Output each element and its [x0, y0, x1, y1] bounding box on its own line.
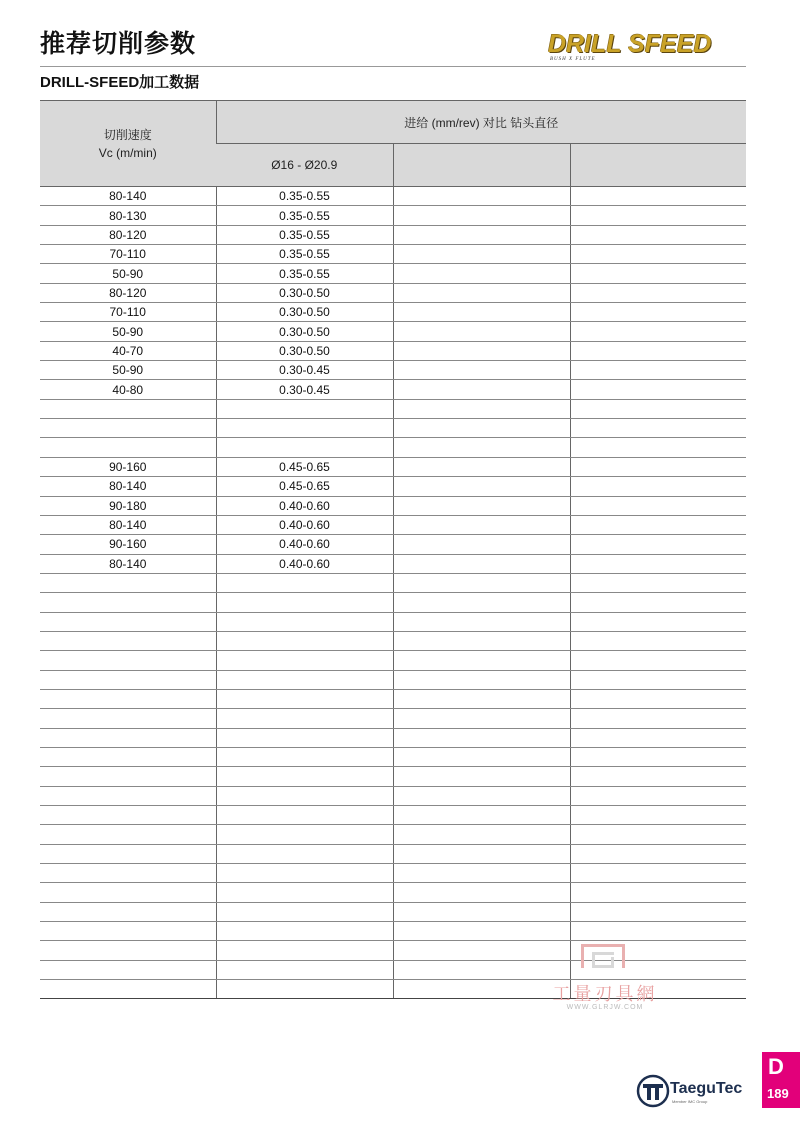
table-row: [40, 187, 746, 206]
table-cell: [570, 922, 746, 941]
table-cell: 0.40-0.60: [216, 535, 393, 554]
table-cell: [570, 825, 746, 844]
drill-sfeed-logo-text: DRILL SFEED: [548, 30, 712, 58]
table-cell: [216, 689, 393, 708]
table-cell: [393, 728, 570, 747]
table-cell: [570, 477, 746, 496]
table-cell: 0.35-0.55: [216, 187, 393, 206]
table-cell: [570, 341, 746, 360]
table-cell: [570, 225, 746, 244]
table-row: [40, 283, 746, 302]
drill-sfeed-logo-tagline: BUSH X FLUTE: [550, 57, 596, 62]
table-cell: [570, 670, 746, 689]
table-cell: [570, 806, 746, 825]
table-cell: 80-140: [40, 477, 216, 496]
taegutec-logo: [636, 1074, 756, 1108]
table-cell: [40, 670, 216, 689]
table-cell: 40-70: [40, 341, 216, 360]
table-cell: [570, 864, 746, 883]
table-cell: 0.30-0.50: [216, 322, 393, 341]
table-cell: [570, 399, 746, 418]
section-subtitle: DRILL-SFEED加工数据: [40, 74, 200, 91]
table-cell: 0.35-0.55: [216, 206, 393, 225]
table-row: [40, 361, 746, 380]
table-cell: [40, 883, 216, 902]
table-cell: [393, 902, 570, 921]
table-cell: [216, 573, 393, 592]
table-cell: [40, 573, 216, 592]
table-cell: [570, 747, 746, 766]
table-row: [40, 670, 746, 689]
table-cell: [393, 361, 570, 380]
table-cell: [570, 264, 746, 283]
table-cell: [40, 631, 216, 650]
table-cell: [570, 206, 746, 225]
table-cell: [393, 341, 570, 360]
table-cell: [570, 438, 746, 457]
table-cell: [570, 515, 746, 534]
table-cell: [393, 651, 570, 670]
table-row: [40, 477, 746, 496]
cutting-speed-header-unit: Vc (m/min): [98, 145, 157, 160]
table-cell: [216, 670, 393, 689]
table-cell: [393, 747, 570, 766]
table-row: [40, 864, 746, 883]
table-row: [40, 322, 746, 341]
table-cell: [393, 225, 570, 244]
table-cell: [393, 786, 570, 805]
table-cell: [393, 264, 570, 283]
table-cell: [40, 593, 216, 612]
table-row: [40, 225, 746, 244]
company-name: TaeguTec: [670, 1080, 743, 1097]
table-cell: [40, 864, 216, 883]
table-cell: 0.45-0.65: [216, 477, 393, 496]
table-cell: [570, 631, 746, 650]
table-cell: 0.35-0.55: [216, 264, 393, 283]
table-cell: [570, 245, 746, 264]
table-cell: 80-140: [40, 515, 216, 534]
table-cell: [216, 980, 393, 999]
cutting-parameters-table: [40, 100, 746, 999]
table-cell: [393, 806, 570, 825]
table-cell: [570, 573, 746, 592]
table-row: [40, 922, 746, 941]
table-cell: [40, 980, 216, 999]
table-cell: [40, 960, 216, 979]
table-row: [40, 341, 746, 360]
table-cell: [393, 689, 570, 708]
table-cell: [40, 709, 216, 728]
table-cell: 50-90: [40, 264, 216, 283]
table-cell: [216, 825, 393, 844]
table-cell: [393, 767, 570, 786]
table-cell: [570, 844, 746, 863]
table-cell: [393, 825, 570, 844]
table-row: [40, 264, 746, 283]
table-row: [40, 573, 746, 592]
table-row: [40, 535, 746, 554]
table-cell: 0.35-0.55: [216, 225, 393, 244]
table-cell: [393, 593, 570, 612]
table-cell: [40, 419, 216, 438]
table-cell: [393, 283, 570, 302]
table-cell: 0.30-0.50: [216, 303, 393, 322]
table-cell: [216, 419, 393, 438]
table-cell: 0.30-0.45: [216, 380, 393, 399]
table-cell: [570, 728, 746, 747]
diameter-header: Ø16 - Ø20.9: [216, 144, 393, 187]
table-cell: [393, 419, 570, 438]
table-row: [40, 883, 746, 902]
table-cell: [570, 535, 746, 554]
table-row: [40, 902, 746, 921]
table-cell: 80-120: [40, 283, 216, 302]
table-row: [40, 496, 746, 515]
table-cell: [216, 922, 393, 941]
table-row: [40, 612, 746, 631]
title-divider: [40, 66, 746, 67]
table-cell: 0.40-0.60: [216, 554, 393, 573]
table-cell: [40, 728, 216, 747]
table-cell: [216, 593, 393, 612]
table-cell: [393, 554, 570, 573]
watermark-text: 工量刃具網: [552, 984, 658, 1005]
page-number: 189: [767, 1086, 789, 1101]
table-row: [40, 457, 746, 476]
table-cell: 0.45-0.65: [216, 457, 393, 476]
taegutec-logo-icon: [636, 1074, 670, 1108]
table-cell: 0.30-0.50: [216, 341, 393, 360]
table-cell: [393, 535, 570, 554]
watermark-url: WWW.GLRJW.COM: [566, 1004, 644, 1011]
table-cell: [216, 960, 393, 979]
table-row: [40, 651, 746, 670]
table-cell: 70-110: [40, 245, 216, 264]
table-row: [40, 380, 746, 399]
table-row: [40, 206, 746, 225]
table-cell: [216, 941, 393, 960]
watermark-logo-icon: [578, 940, 628, 976]
table-row: [40, 593, 746, 612]
table-cell: [216, 883, 393, 902]
table-cell: [393, 709, 570, 728]
table-cell: [393, 515, 570, 534]
table-cell: [393, 380, 570, 399]
table-cell: [570, 496, 746, 515]
table-cell: [216, 438, 393, 457]
table-cell: 70-110: [40, 303, 216, 322]
table-cell: [393, 245, 570, 264]
table-cell: [393, 844, 570, 863]
table-row: [40, 631, 746, 650]
drill-sfeed-logo: [548, 30, 748, 66]
table-cell: [570, 786, 746, 805]
table-cell: [570, 883, 746, 902]
table-cell: [570, 689, 746, 708]
table-cell: [393, 631, 570, 650]
table-cell: 0.35-0.55: [216, 245, 393, 264]
table-row: [40, 825, 746, 844]
table-cell: 50-90: [40, 361, 216, 380]
table-cell: [40, 767, 216, 786]
table-cell: [393, 922, 570, 941]
table-cell: [40, 806, 216, 825]
table-cell: [393, 303, 570, 322]
table-row: [40, 844, 746, 863]
watermark: [530, 940, 680, 1020]
table-cell: 50-90: [40, 322, 216, 341]
table-cell: [40, 612, 216, 631]
table-cell: [393, 322, 570, 341]
company-tagline: Member IMC Group: [672, 1099, 708, 1104]
table-row: [40, 438, 746, 457]
table-cell: [570, 651, 746, 670]
table-cell: [570, 709, 746, 728]
table-cell: [216, 747, 393, 766]
table-cell: [40, 399, 216, 418]
table-row: [40, 245, 746, 264]
table-cell: [570, 902, 746, 921]
table-cell: [40, 438, 216, 457]
table-cell: [393, 573, 570, 592]
table-row: [40, 747, 746, 766]
table-cell: [393, 883, 570, 902]
table-cell: [40, 786, 216, 805]
table-cell: [216, 651, 393, 670]
table-header-row: [40, 101, 746, 144]
table-cell: [393, 612, 570, 631]
table-cell: [393, 206, 570, 225]
table-cell: [40, 651, 216, 670]
table-body: [40, 187, 746, 999]
table-row: [40, 303, 746, 322]
table-cell: [40, 825, 216, 844]
table-cell: 0.40-0.60: [216, 515, 393, 534]
table-cell: [393, 187, 570, 206]
table-cell: 80-120: [40, 225, 216, 244]
table-cell: [393, 477, 570, 496]
table-cell: [393, 670, 570, 689]
table-cell: [216, 767, 393, 786]
table-row: [40, 709, 746, 728]
feed-header: 进给 (mm/rev) 对比 钻头直径: [216, 101, 746, 144]
section-letter: D: [768, 1054, 784, 1079]
table-cell: [393, 496, 570, 515]
table-cell: [570, 187, 746, 206]
table-cell: [216, 612, 393, 631]
table-row: [40, 419, 746, 438]
table-cell: [40, 941, 216, 960]
table-cell: [393, 457, 570, 476]
table-cell: [216, 709, 393, 728]
table-cell: [570, 593, 746, 612]
table-cell: 90-160: [40, 457, 216, 476]
table-cell: [216, 864, 393, 883]
table-row: [40, 767, 746, 786]
table-cell: [40, 922, 216, 941]
cutting-speed-header: [40, 101, 216, 187]
table-cell: [570, 380, 746, 399]
table-cell: [40, 747, 216, 766]
table-row: [40, 689, 746, 708]
table-row: [40, 399, 746, 418]
table-cell: 90-180: [40, 496, 216, 515]
table-cell: 0.40-0.60: [216, 496, 393, 515]
table-cell: [570, 322, 746, 341]
table-cell: [216, 631, 393, 650]
table-cell: [393, 864, 570, 883]
table-cell: [216, 844, 393, 863]
table-row: [40, 786, 746, 805]
table-cell: [216, 902, 393, 921]
cutting-speed-header-label: 切削速度: [103, 127, 152, 142]
table-cell: [570, 419, 746, 438]
page-title: 推荐切削参数: [40, 29, 197, 58]
table-cell: [570, 303, 746, 322]
table-row: [40, 554, 746, 573]
table-row: [40, 806, 746, 825]
table-cell: [216, 786, 393, 805]
table-cell: [570, 457, 746, 476]
table-cell: [570, 361, 746, 380]
table-cell: [570, 767, 746, 786]
table-cell: 80-140: [40, 187, 216, 206]
table-cell: [216, 728, 393, 747]
table-cell: 0.30-0.50: [216, 283, 393, 302]
table-cell: [40, 902, 216, 921]
table-cell: [393, 438, 570, 457]
table-row: [40, 515, 746, 534]
table-cell: 0.30-0.45: [216, 361, 393, 380]
table-row: [40, 728, 746, 747]
table-cell: 80-140: [40, 554, 216, 573]
table-cell: [570, 283, 746, 302]
table-cell: 80-130: [40, 206, 216, 225]
section-tab: [762, 1052, 800, 1108]
table-cell: [393, 399, 570, 418]
table-cell: [570, 554, 746, 573]
table-cell: 40-80: [40, 380, 216, 399]
diameter-header: [570, 144, 746, 187]
table-cell: [40, 844, 216, 863]
table-cell: [216, 806, 393, 825]
table-cell: 90-160: [40, 535, 216, 554]
diameter-header: [393, 144, 570, 187]
table-cell: [570, 612, 746, 631]
table-cell: [40, 689, 216, 708]
table-cell: [216, 399, 393, 418]
